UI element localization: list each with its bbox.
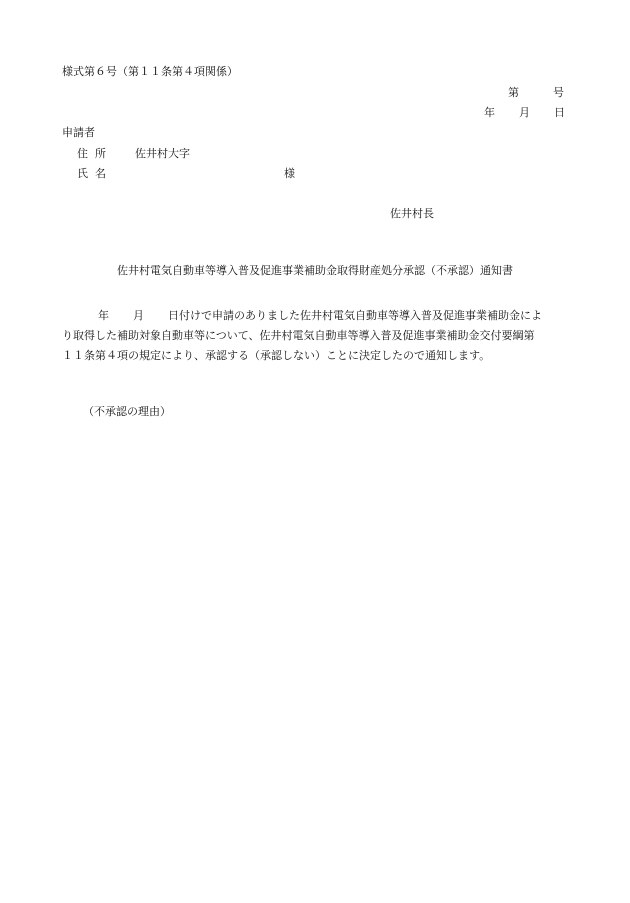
applicant-heading: 申請者 (62, 126, 95, 139)
date-year: 年 (484, 106, 495, 119)
notice-number-line (508, 87, 564, 98)
address-value: 佐井村大字 (135, 147, 190, 160)
body-month: 月 (133, 309, 144, 322)
body-line-2: り取得した補助対象自動車等について、佐井村電気自動車等導入普及促進事業補助金交付要綱第 (62, 329, 535, 342)
document-title: 佐井村電気自動車等導入普及促進事業補助金取得財産処分承認（不承認）通知書 (117, 264, 513, 277)
notice-body (62, 306, 582, 366)
honorific: 様 (284, 167, 295, 180)
notice-number-suffix: 号 (553, 86, 564, 99)
body-year: 年 (98, 309, 109, 322)
address-label-1: 住 (77, 147, 88, 160)
date-day: 日 (554, 106, 565, 119)
body-line-1 (62, 306, 582, 326)
rejection-reason-label: （不承認の理由） (83, 405, 171, 418)
form-number: 様式第６号（第１１条第４項関係） (62, 65, 238, 78)
name-label-1: 氏 (77, 167, 88, 180)
body-line-1-text: 日付けで申請のありました佐井村電気自動車等導入普及促進事業補助金によ (168, 309, 542, 322)
name-label-2: 名 (95, 167, 106, 180)
notice-number-prefix: 第 (508, 86, 519, 99)
applicant-address-row (77, 148, 190, 159)
address-label-2: 所 (95, 147, 106, 160)
applicant-name-row (77, 168, 295, 179)
notice-date-line (484, 107, 565, 118)
body-line-3: １１条第４項の規定により、承認する（承認しない）ことに決定したので通知します。 (62, 349, 491, 362)
date-month: 月 (519, 106, 530, 119)
issuer-name: 佐井村長 (390, 207, 434, 220)
